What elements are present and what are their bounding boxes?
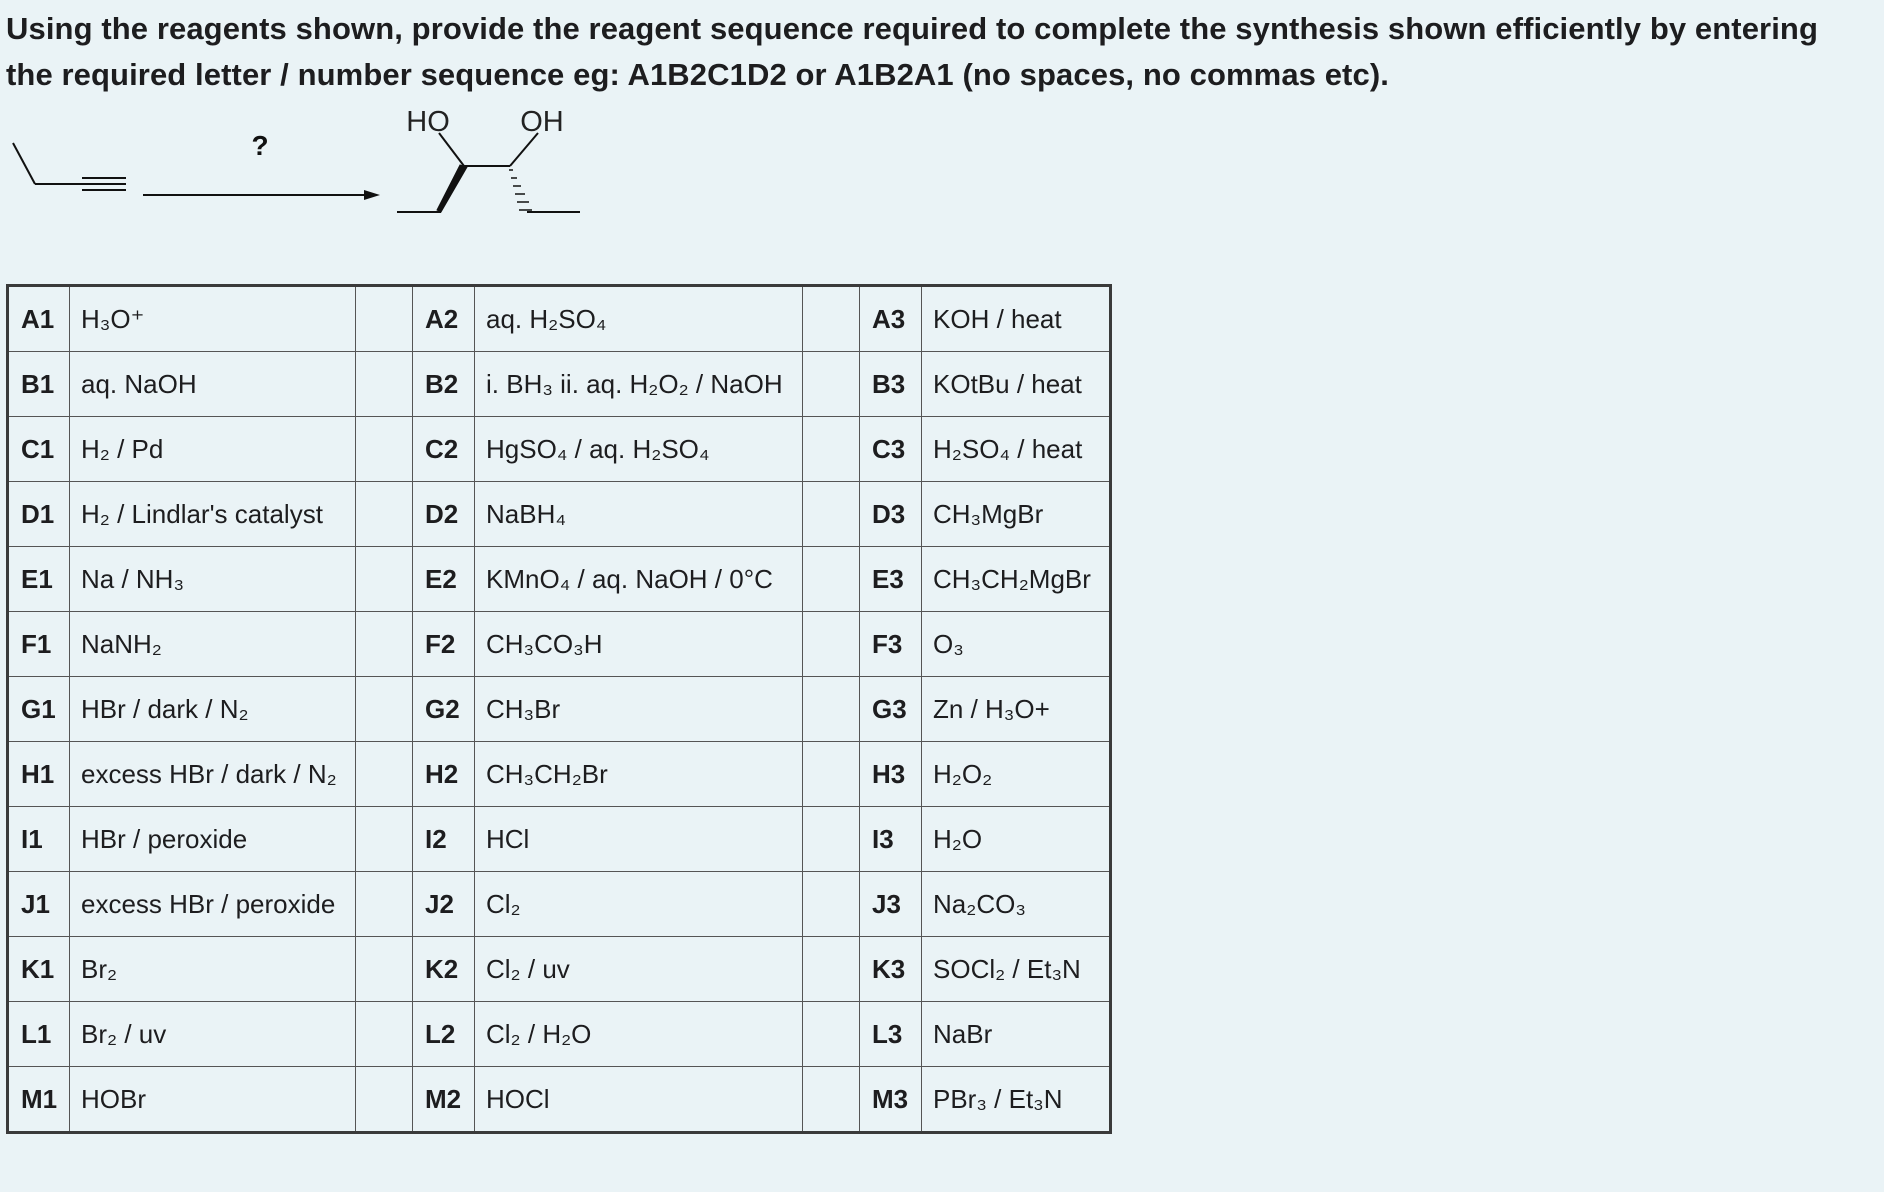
empty-cell [356,1067,413,1133]
reagent-name: HOCl [475,1067,803,1133]
product-hash-bond [509,170,532,210]
reagent-code: G3 [860,677,922,742]
reagent-name: CH₃CO₃H [475,612,803,677]
reagent-code: I1 [8,807,70,872]
empty-cell [803,937,860,1002]
reagent-name: H₂ / Lindlar's catalyst [70,482,356,547]
reagent-name: NaNH₂ [70,612,356,677]
reagent-code: H2 [413,742,475,807]
reagent-code: K2 [413,937,475,1002]
reagent-code: C3 [860,417,922,482]
empty-cell [356,1002,413,1067]
empty-cell [356,612,413,677]
empty-cell [803,807,860,872]
reagent-code: C1 [8,417,70,482]
reagent-code: L2 [413,1002,475,1067]
reagent-code: J2 [413,872,475,937]
reagent-code: B3 [860,352,922,417]
reagent-code: M1 [8,1067,70,1133]
empty-cell [803,872,860,937]
reaction-scheme-drawing [0,105,620,235]
product-label-oh: OH [520,106,564,138]
reagent-name: PBr₃ / Et₃N [922,1067,1111,1133]
table-row [8,417,1111,482]
reagent-code: L3 [860,1002,922,1067]
empty-cell [356,872,413,937]
reagent-name: aq. H₂SO₄ [475,286,803,352]
reagent-name: HOBr [70,1067,356,1133]
reagent-name: O₃ [922,612,1111,677]
reagent-code: A3 [860,286,922,352]
question-text: Using the reagents shown, provide the reagent sequence required to complete the synthesis shown efficiently by entering the required letter / number sequence eg: A1B2C1D2 or A1B2A1 (no spaces, no commas etc). [6,11,1819,92]
reagent-name: CH₃Br [475,677,803,742]
reagent-code: D1 [8,482,70,547]
reagent-code: I2 [413,807,475,872]
reagent-code: E2 [413,547,475,612]
reagent-name: excess HBr / dark / N₂ [70,742,356,807]
empty-cell [356,286,413,352]
arrow-label: ? [251,130,269,161]
table-row [8,482,1111,547]
reagent-name: KOH / heat [922,286,1111,352]
table-row [8,807,1111,872]
reagent-code: J1 [8,872,70,937]
product-diol [397,133,580,212]
reagent-name: CH₃CH₂Br [475,742,803,807]
reagent-name: aq. NaOH [70,352,356,417]
reagent-name: NaBr [922,1002,1111,1067]
reagent-name: H₂SO₄ / heat [922,417,1111,482]
reagent-name: Na₂CO₃ [922,872,1111,937]
empty-cell [356,547,413,612]
reagent-code: F3 [860,612,922,677]
reagent-name: Zn / H₃O+ [922,677,1111,742]
reagent-code: G2 [413,677,475,742]
reagent-code: F2 [413,612,475,677]
reagent-name: H₃O⁺ [70,286,356,352]
reagent-table-body [8,286,1111,1133]
reagent-code: E3 [860,547,922,612]
reagent-code: M2 [413,1067,475,1133]
reagent-code: G1 [8,677,70,742]
empty-cell [356,807,413,872]
reagent-name: Br₂ [70,937,356,1002]
reagent-name: H₂O₂ [922,742,1111,807]
reagent-name: Cl₂ / H₂O [475,1002,803,1067]
reagent-code: D3 [860,482,922,547]
empty-cell [356,677,413,742]
reagent-code: E1 [8,547,70,612]
reagent-name: CH₃CH₂MgBr [922,547,1111,612]
starting-material-alkyne [13,143,126,190]
table-row [8,286,1111,352]
empty-cell [803,547,860,612]
table-row [8,1002,1111,1067]
reagent-code: H3 [860,742,922,807]
reagent-code: L1 [8,1002,70,1067]
reagent-code: F1 [8,612,70,677]
empty-cell [803,352,860,417]
table-row [8,1067,1111,1133]
empty-cell [803,742,860,807]
reagent-name: CH₃MgBr [922,482,1111,547]
product-wedge-bond [437,165,467,212]
empty-cell [356,482,413,547]
reagent-name: excess HBr / peroxide [70,872,356,937]
reagent-code: J3 [860,872,922,937]
reagent-code: A1 [8,286,70,352]
table-row [8,742,1111,807]
empty-cell [803,1067,860,1133]
reagent-name: KMnO₄ / aq. NaOH / 0°C [475,547,803,612]
table-row [8,547,1111,612]
reagent-code: C2 [413,417,475,482]
reagent-code: K3 [860,937,922,1002]
reagent-name: i. BH₃ ii. aq. H₂O₂ / NaOH [475,352,803,417]
reagent-name: KOtBu / heat [922,352,1111,417]
reaction-arrow [143,190,380,200]
reagent-code: M3 [860,1067,922,1133]
reagent-code: B1 [8,352,70,417]
empty-cell [356,937,413,1002]
empty-cell [803,286,860,352]
reagent-name: HgSO₄ / aq. H₂SO₄ [475,417,803,482]
product-label-ho: HO [406,106,450,138]
table-row [8,937,1111,1002]
reagent-name: Cl₂ / uv [475,937,803,1002]
empty-cell [356,352,413,417]
reagent-name: SOCl₂ / Et₃N [922,937,1111,1002]
reagent-name: HBr / dark / N₂ [70,677,356,742]
arrow-head [364,190,380,200]
reagent-name: Cl₂ [475,872,803,937]
empty-cell [356,417,413,482]
empty-cell [803,1002,860,1067]
alkyne-bond-ethyl [13,143,35,184]
empty-cell [803,612,860,677]
empty-cell [803,482,860,547]
table-row [8,677,1111,742]
reagent-code: K1 [8,937,70,1002]
reagent-name: HCl [475,807,803,872]
table-row [8,612,1111,677]
reagent-code: D2 [413,482,475,547]
reagent-table [6,284,1112,1134]
reagent-code: I3 [860,807,922,872]
reagent-name: H₂ / Pd [70,417,356,482]
reagent-code: H1 [8,742,70,807]
reagent-name: HBr / peroxide [70,807,356,872]
reaction-scheme [0,105,620,235]
reagent-name: NaBH₄ [475,482,803,547]
reagent-name: Br₂ / uv [70,1002,356,1067]
empty-cell [803,417,860,482]
table-row [8,872,1111,937]
empty-cell [803,677,860,742]
empty-cell [356,742,413,807]
reagent-name: H₂O [922,807,1111,872]
reagent-code: A2 [413,286,475,352]
table-row [8,352,1111,417]
reagent-name: Na / NH₃ [70,547,356,612]
reagent-code: B2 [413,352,475,417]
